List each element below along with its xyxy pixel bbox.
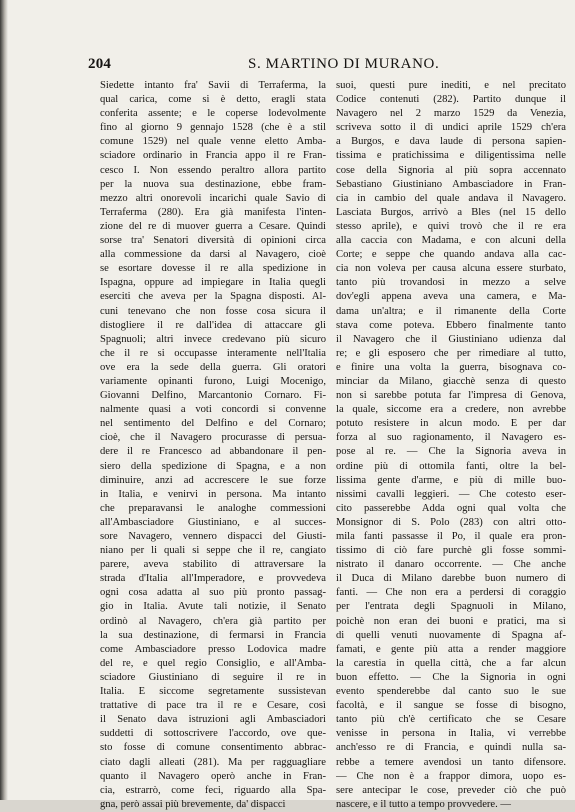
text-line: se esortare dovesse il re alla spedizione in bbox=[100, 263, 326, 275]
text-line: del re, e quel regio Consiglio, e all'Amba- bbox=[100, 657, 326, 669]
text-line: cito passerebbe Adda ogni qual volta che bbox=[336, 502, 566, 514]
text-line: Corte; e seppe che quando andava alla cac- bbox=[336, 249, 566, 261]
text-line: dere il re Francesco ad abbandonare il pen- bbox=[100, 446, 326, 458]
left-text-column bbox=[100, 79, 326, 812]
text-line: conferita assente; e le coperse lodevolmente bbox=[100, 108, 326, 120]
running-head: S. MARTINO DI MURANO. bbox=[248, 56, 440, 72]
text-line: cioè, che il Navagero procurasse di persua- bbox=[100, 432, 326, 444]
text-line: ogni cosa adatta al suo più pronto passag- bbox=[100, 587, 326, 599]
text-line: nel sentimento del Delfino e del Cornaro; bbox=[100, 418, 326, 430]
text-line: Italia. E siccome segretamente sussistevan bbox=[100, 686, 326, 698]
text-line: cose della Signoria al più sopra accennato bbox=[336, 164, 566, 176]
text-line: che preparavansi le analoghe commessioni bbox=[100, 502, 326, 514]
text-line: eserciti che aveva per la Spagna disposti. Al- bbox=[100, 291, 326, 303]
text-line: venisse in persona in Italia, vi verrebbe bbox=[336, 728, 566, 740]
page-number: 204 bbox=[88, 56, 112, 72]
text-line: alla commessione da darsi al Navagero, cioè bbox=[100, 249, 326, 261]
text-line: mila fanti passasse il Po, il quale era pron- bbox=[336, 531, 566, 542]
text-line: fino al giorno 9 gennajo 1528 (che è a stil bbox=[100, 122, 326, 134]
text-line: stesso aprile), e quivi trovò che il re era bbox=[336, 220, 566, 232]
text-line: forza al suo ragionamento, il Navagero es- bbox=[336, 432, 566, 444]
text-line: la carestia in quella città, che a far alcun bbox=[336, 657, 566, 669]
text-line: — Che non è a frappor dimora, uopo es- bbox=[336, 770, 566, 782]
text-line: dov'egli appena aveva una camera, e Ma- bbox=[336, 291, 566, 303]
text-line: strada d'Italia all'Imperadore, e provvedeva bbox=[100, 573, 326, 585]
right-text-column bbox=[336, 79, 566, 812]
text-line: zione del re di muover guerra a Cesare. Quindi bbox=[100, 220, 326, 232]
text-line: a Burgos, e dava laude di persona sapien- bbox=[336, 136, 566, 148]
text-line: re; e gli esposero che per rimediare al tutto, bbox=[336, 347, 566, 359]
text-line: potuto resistere in alcun modo. E per dar bbox=[336, 418, 566, 430]
text-line: lissima gente d'arme, e più di mille buo- bbox=[336, 474, 566, 486]
text-line: Terraferma (280). Era già manifesta l'inten- bbox=[100, 206, 326, 218]
text-line: Ispagna, oppure ad impiegare in Italia quegli bbox=[100, 277, 326, 289]
text-line: di quelli venuti nuovamente di Spagna af- bbox=[336, 629, 566, 641]
text-line: tissima e pratichissima e diligentissima nelle bbox=[336, 150, 566, 162]
text-line: Spagnuoli; altri invece credevano più sicuro bbox=[100, 333, 326, 345]
text-line: sere antecipar le cose, preveder ciò che può bbox=[336, 784, 566, 796]
text-line: sorse tra' Senatori diversità di opinioni circa bbox=[100, 235, 326, 247]
text-line: nascere, e il tutto a tempo provvedere. — bbox=[336, 798, 512, 810]
text-line: famati, e gente più atta a render maggiore bbox=[336, 643, 566, 655]
text-line: dama un'altra; e il rimanente della Corte bbox=[336, 305, 566, 317]
text-line: il Senato dava istruzioni agli Ambasciadori bbox=[100, 714, 326, 726]
text-line: Sebastiano Giustiniano Ambasciadore in Fran- bbox=[336, 178, 566, 190]
text-line: alla caccia con Madama, e con alcuni della bbox=[336, 235, 566, 247]
text-line: variamente opinanti furono, Luigi Mocenigo, bbox=[100, 375, 326, 387]
text-line: niano per li quali si seppe che il re, cangiato bbox=[100, 545, 326, 557]
text-line: scriveva sotto il dì undici aprile 1529 ch'era bbox=[336, 122, 566, 134]
text-line: pose al re. — Che la Signoria aveva in bbox=[336, 446, 566, 458]
text-line: stava come poteva. Ebbero finalmente tanto bbox=[336, 319, 566, 331]
text-line: qual carica, come si è detto, eragli stata bbox=[100, 94, 326, 106]
page-header bbox=[88, 56, 546, 74]
text-line: siero della spedizione di Spagna, e a non bbox=[100, 460, 326, 472]
text-line: la quale, siccome era a credere, non avrebbe bbox=[336, 404, 566, 416]
text-line: sciadore ordinario in Francia appo il re Fran- bbox=[100, 150, 326, 162]
text-line: Giovanni Delfino, Marcantonio Cornaro. Fi- bbox=[100, 390, 326, 402]
binding-shadow bbox=[0, 0, 8, 800]
text-line: quanto il Navagero operò anche in Fran- bbox=[100, 770, 326, 782]
text-line: cesco I. Non essendo peraltro allora partito bbox=[100, 164, 326, 176]
text-line: nissimi cavalli leggieri. — Che cotesto eser- bbox=[336, 488, 566, 500]
text-line: suddetti di sottoscrivere l'accordo, ove que- bbox=[100, 728, 326, 740]
text-line: comune 1529) nel quale venne eletto Amba- bbox=[100, 136, 326, 148]
text-line: gna, però assai più brevemente, da' dispacci bbox=[100, 798, 286, 810]
text-line: mezzo altri onorevoli incarichi quale Savio di bbox=[100, 192, 326, 204]
text-line: tissimo di ciò fare purchè gli fosse sommi- bbox=[336, 545, 566, 557]
text-line: trattative di pace tra il re e Cesare, così bbox=[100, 700, 326, 712]
text-line: nalmente quasi a voti concordi si convenne bbox=[100, 404, 326, 416]
text-line: tanto più ch'è certificato che se Cesare bbox=[336, 714, 566, 726]
text-line: fanti. — Che non era a perdersi di coraggio bbox=[336, 587, 566, 599]
text-line: e finire una volta la guerra, bisognava co- bbox=[336, 361, 566, 373]
text-line: non si sarebbe potuta far l'impresa di Genova, bbox=[336, 390, 566, 402]
text-line: ciato dagli alleati (281). Ma per ragguagliare bbox=[100, 756, 326, 768]
text-line: nistrato il danaro occorrente. — Che anche bbox=[336, 559, 566, 571]
text-line: il Duca di Milano darebbe buon numero di bbox=[336, 573, 566, 585]
text-line: tanto più trovandosi in mezzo a selve bbox=[336, 277, 566, 289]
text-line: come Ambasciadore presso Lodovica madre bbox=[100, 643, 326, 655]
text-line: Monsignor di S. Polo (283) con altri otto- bbox=[336, 516, 566, 528]
text-line: ove era la sede della guerra. Gli oratori bbox=[100, 361, 326, 373]
text-line: buon effetto. — Che la Signoria in ogni bbox=[336, 671, 566, 683]
text-line: per la nuova sua destinazione, ebbe fram- bbox=[100, 178, 326, 190]
text-line: che il re si occupasse interamente nell'Italia bbox=[100, 347, 326, 359]
text-line: cia non voleva per causa alcuna essere sturbato, bbox=[336, 263, 566, 275]
text-line: minciar da Milano, giacchè senza di questo bbox=[336, 375, 566, 387]
text-line: gio in Italia. Avute tali notizie, il Senato bbox=[100, 601, 326, 613]
text-line: evento spenderebbe dal canto suo le sue bbox=[336, 686, 566, 698]
text-line: sore Navagero, vennero dispacci del Giusti- bbox=[100, 531, 326, 542]
text-line: rebbe a temere avendosi un tanto difensore. bbox=[336, 756, 566, 768]
text-line: facoltà, e il sangue se fosse di bisogno, bbox=[336, 700, 566, 712]
text-line: parere, aveva stabilito di attraversare la bbox=[100, 559, 326, 571]
text-line: poichè non eran dei buoni e pratici, ma sì bbox=[336, 615, 566, 627]
text-line: Navagero nel 2 marzo 1529 da Venezia, bbox=[336, 108, 566, 120]
text-line: distogliere il re dall'idea di attaccare gli bbox=[100, 319, 326, 331]
text-line: ordinò al Navagero, ch'era già partito per bbox=[100, 615, 326, 627]
text-line: Lasciata Burgos, arrivò a Bles (nel 15 dello bbox=[336, 206, 566, 218]
text-line: sciadore Giustiniano di seguire il re in bbox=[100, 671, 326, 683]
text-line: per l'entrata degli Spagnuoli in Milano, bbox=[336, 601, 566, 613]
text-line: in Italia, e venirvi in persona. Ma intanto bbox=[100, 488, 326, 500]
text-line: cia, estrarrò, come feci, riguardo alla Spa- bbox=[100, 784, 326, 796]
text-line: ordine più di ottomila fanti, oltre la bel- bbox=[336, 460, 566, 472]
text-line: anch'esso re di Francia, e quindi nulla sa- bbox=[336, 742, 566, 754]
text-line: sto fosse di comune consentimento abbrac- bbox=[100, 742, 326, 754]
text-line: cuni tenevano che non fosse cosa sicura il bbox=[100, 305, 326, 317]
text-line: suoi, questi pure inediti, e nel precitato bbox=[336, 80, 566, 91]
text-line: cia in cambio del quale andava il Navagero. bbox=[336, 192, 566, 204]
text-line: il Navagero che il Giustiniano udienza dal bbox=[336, 333, 566, 345]
text-line: Siedette intanto fra' Savii di Terraferma, la bbox=[100, 80, 326, 91]
text-line: la sua destinazione, di fermarsi in Francia bbox=[100, 629, 326, 641]
text-line: all'Ambasciadore Giustiniano, e al succes- bbox=[100, 516, 326, 528]
text-line: Codice contenuti (282). Partito dunque il bbox=[336, 94, 566, 106]
text-line: diminuire, anzi ad accrescere le sue forze bbox=[100, 474, 326, 486]
